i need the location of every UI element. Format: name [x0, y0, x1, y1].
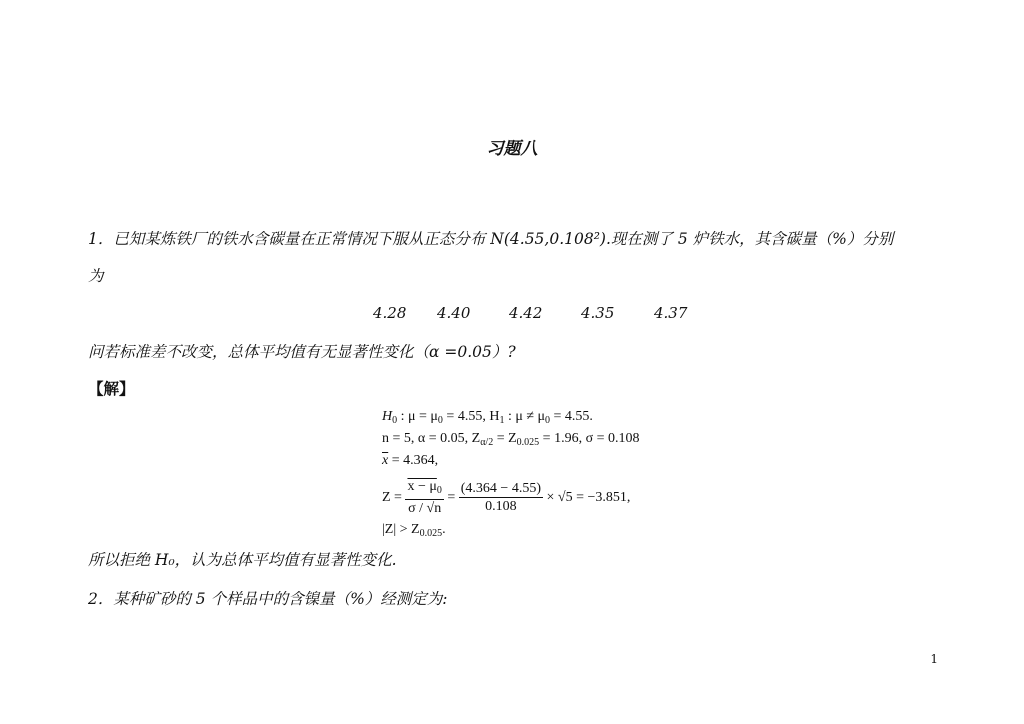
page-number: 1	[930, 652, 938, 666]
problem2-statement: 2．某种矿砂的 5 个样品中的含镍量（%）经测定为:	[88, 590, 448, 608]
conclusion: 所以拒绝 H₀，认为总体平均值有显著性变化.	[88, 551, 397, 569]
value-item: 4.42	[509, 304, 543, 322]
hypotheses-line: $H_0$ : $\mu = \mu_0 = 4.55$, $H_1$ : $\mu \ne \mu_0 = 4.55$.	[382, 409, 593, 426]
value-item: 4.28	[373, 304, 407, 322]
z-fraction: $\frac{x - \mu_0}{\sigma / √n}$	[407, 479, 442, 516]
problem1-statement-line2: 为	[88, 267, 104, 285]
rejection-line: $|Z| > Z_{0.025}$.	[382, 522, 446, 539]
value-fraction: $\frac{(4.364 - 4.55)}{0.108}$	[460, 481, 541, 514]
page-title: 习题八	[486, 139, 538, 159]
sample-values	[373, 304, 687, 322]
solution-label: 【解】	[88, 379, 135, 398]
value-item: 4.35	[581, 304, 615, 322]
value-item: 4.37	[654, 304, 688, 322]
problem1-statement-line1: 1．已知某炼铁厂的铁水含碳量在正常情况下服从正态分布 N(4.55,0.108²).现在测了 5 炉铁水，其含碳量（%）分别	[88, 230, 894, 248]
parameters-line: n = 5, α = 0.05, $Z_{\alpha/2} = Z_{0.025} = 1.96$, σ = 0.108	[382, 431, 640, 448]
problem1-question: 问若标准差不改变，总体平均值有无显著性变化（α =0.05）?	[88, 343, 516, 361]
sample-mean-line: $\overline{x} = 4.364$,	[382, 453, 439, 468]
value-item: 4.40	[437, 304, 471, 322]
z-statistic-line: Z = $\frac{x - \mu_0}{\sigma / √n}$ = $\frac{(4.364 - 4.55)}{0.108}$ × √5 = −3.851,	[382, 479, 631, 516]
